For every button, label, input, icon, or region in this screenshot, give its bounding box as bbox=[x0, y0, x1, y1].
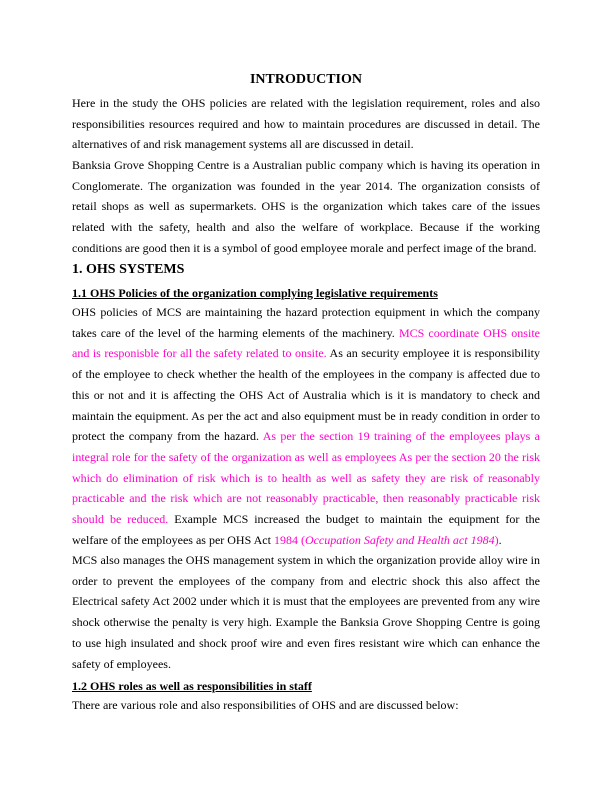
policy-paragraph-2: MCS also manages the OHS management system in which the organization provide alloy wire in order to prevent the employees of the company from and electric shock this also affect the Electrical safety Act 2002 under which it is must that the employees are prevented from any wire shock otherwise the penalty is very high. Example the Banksia Grove Shopping Centre is going to use high insulated and shock proof wire and even fires resistant wire which can enhance the safety of employees. bbox=[72, 553, 540, 671]
policy-highlight-onsite: MCS coordinate OHS onsite and is responisble for all the safety related to onsite. bbox=[72, 325, 540, 361]
policy-highlight-act-name: Occupation Safety and Health act 1984 bbox=[304, 532, 495, 547]
policy-text-period: . bbox=[498, 532, 502, 547]
policy-text-part-5: Example MCS increased the budget to maintain the equipment for the welfare of the employees as per OHS Act bbox=[72, 512, 540, 547]
policy-text-part-1: OHS policies of MCS are maintaining the hazard protection equipment in which the company takes care of the level of the harming elements of the machinery. bbox=[72, 305, 540, 340]
policy-paragraph-1 bbox=[72, 302, 540, 550]
roles-paragraph-1: There are various role and also responsibilities of OHS and are discussed below: bbox=[72, 698, 459, 712]
section-heading-ohs-systems: 1. OHS SYSTEMS bbox=[72, 262, 185, 277]
subsection-heading-1-1: 1.1 OHS Policies of the organization complying legislative requirements bbox=[72, 286, 438, 300]
intro-paragraph-1: Here in the study the OHS policies are related with the legislation requirement, roles and also responsibilities resources required and how to maintain procedures are discussed in detail. The alternatives of and risk management systems all are discussed in detail. bbox=[72, 96, 540, 152]
policy-highlight-close-paren: ) bbox=[494, 532, 499, 547]
policy-highlight-sections: As per the section 19 training of the employees plays a integral role for the safety of the organization as well as employees As per the section 20 the risk which do elimination of risk which is to health as well as safety they are risk of reasonably practicable and the risk which are not reasonably practicable, then reasonably practicable risk should be reduced. bbox=[72, 429, 540, 527]
subsection-heading-1-2: 1.2 OHS roles as well as responsibilities in staff bbox=[72, 679, 312, 693]
policy-highlight-year: 1984 ( bbox=[273, 532, 305, 547]
policy-text-part-3: As an security employee it is responsibility of the employee to check whether the health of the employees in the company is affected due to this or not and it is affecting the OHS Act of Australia which is it is mandatory to check and maintain the equipment. As per the act and also equipment must be in ready condition in order to protect the company from the hazard. bbox=[72, 346, 540, 444]
page-title: INTRODUCTION bbox=[249, 72, 362, 87]
intro-paragraph-2: Banksia Grove Shopping Centre is a Australian public company which is having its operation in Conglomerate. The organization was founded in the year 2014. The organization consists of retail shops as well as supermarkets. OHS is the organization which takes care of the issues related with the safety, health and also the welfare of workplace. Because if the working conditions are good then it is a symbol of good employee morale and perfect image of the brand. bbox=[72, 158, 540, 255]
